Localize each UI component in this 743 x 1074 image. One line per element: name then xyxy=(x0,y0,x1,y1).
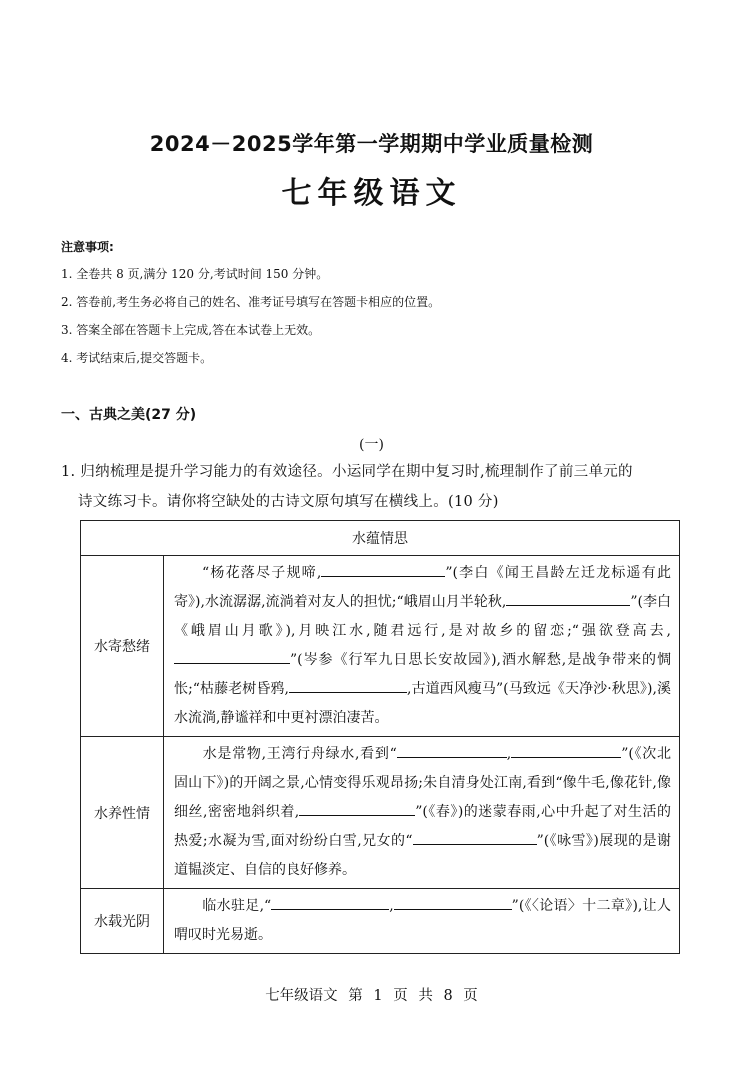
table-header: 水蕴情思 xyxy=(81,521,680,556)
exam-title: 2024－2025学年第一学期期中学业质量检测 xyxy=(149,132,594,156)
row-content xyxy=(164,889,680,954)
question-text: 诗文练习卡。请你将空缺处的古诗文原句填写在横线上。(10 分) xyxy=(78,494,499,510)
notice-heading: 注意事项: xyxy=(61,240,114,254)
content-text: ”(《次北固山下》)的开阔之景,心情变得乐观昂扬;朱自清身处江南,看到“像牛毛,像花针,像细丝,密密地斜织着, xyxy=(174,746,671,820)
answer-blank[interactable] xyxy=(271,895,389,910)
answer-blank[interactable] xyxy=(506,591,630,606)
poetry-table xyxy=(80,520,680,954)
row-label: 水载光阴 xyxy=(81,889,164,954)
notice-item: 3. 答案全部在答题卡上完成,答在本试卷上无效。 xyxy=(61,323,321,337)
table-row xyxy=(81,737,680,889)
answer-blank[interactable] xyxy=(299,801,415,816)
answer-blank[interactable] xyxy=(289,678,407,693)
section-subtitle: (一) xyxy=(359,437,384,453)
content-text: 临水驻足,“ xyxy=(202,898,272,914)
content-text: 水是常物,王湾行舟绿水,看到“ xyxy=(202,746,397,762)
row-content xyxy=(164,737,680,889)
row-content xyxy=(164,556,680,737)
answer-blank[interactable] xyxy=(511,743,621,758)
notice-item: 4. 考试结束后,提交答题卡。 xyxy=(61,351,213,365)
content-text: , xyxy=(506,746,512,762)
row-label: 水寄愁绪 xyxy=(81,556,164,737)
notice-item: 2. 答卷前,考生务必将自己的姓名、准考证号填写在答题卡相应的位置。 xyxy=(61,295,441,309)
answer-blank[interactable] xyxy=(397,743,507,758)
content-text: ”(《春》)的迷蒙春雨,心中升起了对生活的热爱;水凝为雪,面对纷纷白雪,兄女的“ xyxy=(174,804,671,849)
notice-item: 1. 全卷共 8 页,满分 120 分,考试时间 150 分钟。 xyxy=(61,267,329,281)
content-text: ”(李白《峨眉山月歌》),月映江水,随君远行,是对故乡的留恋;“强欲登高去, xyxy=(174,594,671,639)
row-label: 水养性情 xyxy=(81,737,164,889)
table-row xyxy=(81,556,680,737)
answer-blank[interactable] xyxy=(174,649,290,664)
content-text: , xyxy=(389,898,394,914)
content-text: ”(《咏雪》)展现的是谢道韫淡定、自信的良好修养。 xyxy=(174,833,671,878)
content-text: ”(李白《闻王昌龄左迁龙标遥有此寄》),水流潺潺,流淌着对友人的担忧;“峨眉山月半轮秋, xyxy=(174,565,671,610)
page-footer: 七年级语文 第 1 页 共 8 页 xyxy=(265,988,478,1004)
table-row xyxy=(81,889,680,954)
answer-blank[interactable] xyxy=(394,895,512,910)
question-text: 1. 归纳梳理是提升学习能力的有效途径。小运同学在期中复习时,梳理制作了前三单元的 xyxy=(61,464,633,480)
content-text: ”(岑参《行军九日思长安故园》),酒水解愁,是战争带来的惆怅;“枯藤老树昏鸦, xyxy=(174,652,671,697)
answer-blank[interactable] xyxy=(413,830,537,845)
content-text: ”(《〈论语〉十二章》),让人喟叹时光易逝。 xyxy=(174,898,672,943)
content-text: ,古道西风瘦马”(马致远《天净沙·秋思》),溪水流淌,静谧祥和中更衬漂泊凄苦。 xyxy=(174,681,671,726)
answer-blank[interactable] xyxy=(321,562,445,577)
section-title: 一、古典之美(27 分) xyxy=(61,407,197,423)
content-text: “杨花落尽子规啼, xyxy=(202,565,322,581)
exam-subject: 七年级语文 xyxy=(281,176,462,211)
